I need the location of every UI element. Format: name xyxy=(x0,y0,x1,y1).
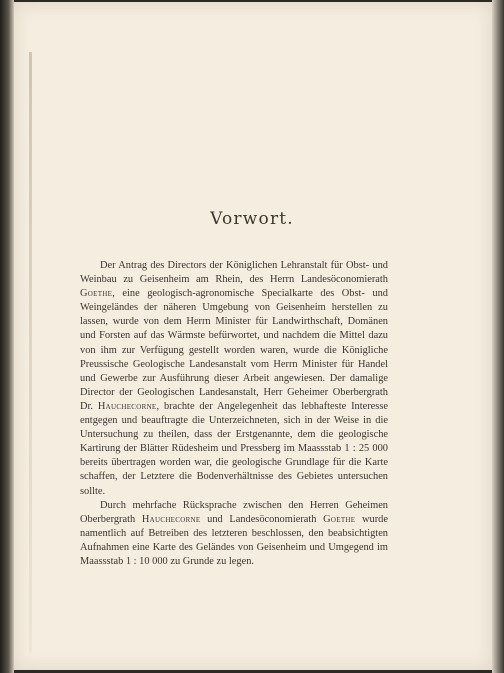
text-span: Der Antrag des Directors der Königlichen Lehranstalt für Obst- und Weinbau zu Geisenheim am Rhein, des Herrn Landesöconomierath xyxy=(80,260,388,286)
paragraph-2 xyxy=(80,499,388,569)
paragraph-1 xyxy=(80,259,388,499)
text-span: und Landesöconomierath xyxy=(200,513,324,525)
name-goethe: Goethe xyxy=(80,288,113,300)
page-right-edge xyxy=(492,0,504,673)
text-span: Durch mehrfache Rücksprache zwischen den Herren Geheimen Oberbergrath xyxy=(80,499,388,525)
page-title: Vorwort. xyxy=(210,209,294,229)
text-span: , brachte der Angelegenheit das lebhafteste Interesse entgegen und beauftragte die Unterzeichneten, sich in der Weise in die Untersuchung zu theilen, dass der Erstgenannte, dem die geologische Kartirung der Blätter Rüdesheim und Pressberg im Maassstab 1 : 25 000 bereits übertragen worden war, die geologische Grundlage für die Karte schaffen, der Letztere die Bodenverhältnisse des Gebietes untersuchen sollte. xyxy=(80,400,388,497)
name-hauchecorne: Hauchecorne xyxy=(141,513,201,525)
book-spine-edge xyxy=(0,0,14,673)
name-hauchecorne: Hauchecorne xyxy=(97,400,157,412)
body-text xyxy=(80,259,388,569)
page-fold-shadow xyxy=(29,52,32,652)
text-span: wurde namentlich auf Betreiben des letzteren beschlossen, den beabsichtigten Aufnahmen eine Karte des Geländes von Geisenheim und Umgegend im Maassstab 1 : 10 000 zu Grunde zu legen. xyxy=(80,513,388,567)
text-span: , eine geologisch-agronomische Specialkarte des Obst- und Weingeländes der näheren Umgebung von Geisenheim herstellen zu lassen, wurde von dem Herrn Minister für Landwirthschaft, Domänen und Forsten auf das Wärmste befürwortet, und nachdem die Mittel dazu von ihm zur Verfügung gestellt worden waren, wurde die Königliche Preussische Geologische Landesanstalt vom Herrn Minister für Handel und Gewerbe zur Ausführung dieser Arbeit angewiesen. Der damalige Director der Geologischen Landesanstalt, Herr Geheimer Oberbergrath Dr. xyxy=(80,288,388,412)
name-goethe: Goethe xyxy=(323,513,356,525)
